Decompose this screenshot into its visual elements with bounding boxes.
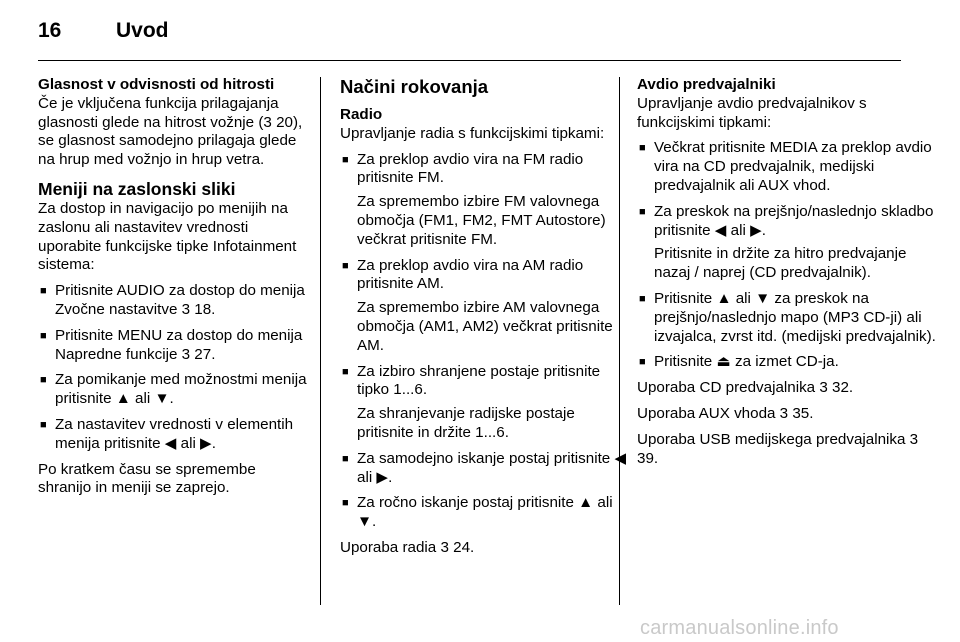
usb-player-ref: Uporaba USB medijskega predvajalnika 3 39.	[637, 430, 919, 467]
bullet-subtext: Za shranjevanje radijske postaje pritisnite in držite 1...6.	[357, 405, 575, 441]
list-item: ■ Pritisnite AUDIO za dostop do menija Zvočne nastavitve 3 18.	[38, 282, 308, 320]
aux-input-ref: Uporaba AUX vhoda 3 35.	[637, 404, 814, 422]
section-heading: Načini rokovanja	[340, 76, 489, 97]
bullet-text: Za preklop avdio vira na FM radio pritisnite FM.	[357, 150, 584, 187]
bullet-text: Za samodejno iskanje postaj pritisnite ◀ ali ▶.	[357, 449, 627, 486]
audio-players-heading: Avdio predvajalniki	[637, 76, 776, 93]
list-item	[340, 494, 627, 532]
menus-bullet-list	[38, 282, 308, 453]
watermark-text: carmanualsonline.info	[640, 617, 839, 639]
radio-intro: Upravljanje radia s funkcijskimi tipkami:	[340, 124, 605, 142]
list-item: ■ Za nastavitev vrednosti v elementih menija pritisnite ◀ ali ▶.	[38, 416, 308, 454]
list-item: ■ Za pomikanje med možnostmi menija pritisnite ▲ ali ▼.	[38, 371, 308, 409]
speed-volume-heading: Glasnost v odvisnosti od hitrosti	[38, 76, 275, 93]
radio-closing-ref: Uporaba radia 3 24.	[340, 538, 475, 556]
menus-intro: Za dostop in navigacijo po menijih na zaslonu ali nastavitev vrednosti uporabite funkcijske tipke Infotainment sistema:	[38, 199, 297, 274]
left-column	[38, 76, 308, 505]
right-column	[637, 76, 937, 475]
page-number: 16	[38, 19, 62, 42]
bullet-text: Za izbiro shranjene postaje pritisnite tipko 1...6.	[357, 362, 601, 399]
bullet-text: Pritisnite ⏏ za izmet CD-ja.	[654, 353, 839, 371]
header-rule	[38, 60, 901, 61]
bullet-text: Za preklop avdio vira na AM radio pritisnite AM.	[357, 256, 584, 293]
middle-column	[340, 76, 627, 565]
list-item: ■ Pritisnite MENU za dostop do menija Napredne funkcije 3 27.	[38, 327, 308, 365]
page-header	[0, 0, 960, 60]
radio-heading: Radio	[340, 106, 383, 123]
page-header-title: Uvod	[116, 19, 169, 42]
menus-closing-text: Po kratkem času se spremembe shranijo in meniji se zaprejo.	[38, 460, 256, 497]
column-divider-left	[320, 77, 321, 605]
list-item	[340, 257, 627, 356]
bullet-subtext: Za spremembo izbire AM valovnega območja (AM1, AM2) večkrat pritisnite AM.	[357, 299, 613, 354]
bullet-text: Pritisnite ▲ ali ▼ za preskok na prejšnjo/naslednjo mapo (MP3 CD-ji) ali izvajalca, zvrst itd. (medijski predvajalnik).	[654, 289, 936, 345]
menus-heading: Meniji na zaslonski sliki	[38, 178, 236, 199]
bullet-subtext: Pritisnite in držite za hitro predvajanje nazaj / naprej (CD predvajalnik).	[654, 245, 907, 282]
bullet-subtext: Za spremembo izbire FM valovnega območja (FM1, FM2, FMT Autostore) večkrat pritisnite FM.	[357, 193, 606, 248]
audio-bullet-list	[637, 139, 937, 372]
bullet-text: Za ročno iskanje postaj pritisnite ▲ ali ▼.	[357, 494, 613, 531]
list-item	[637, 203, 937, 283]
bullet-text: Večkrat pritisnite MEDIA za preklop avdio vira na CD predvajalnik, medijski predvajalnik ali AUX vhod.	[654, 139, 932, 194]
list-item	[340, 363, 627, 443]
list-item	[637, 290, 937, 346]
list-item	[637, 139, 937, 195]
list-item	[340, 151, 627, 250]
list-item	[340, 450, 627, 488]
radio-bullet-list	[340, 151, 627, 532]
bullet-text: Za preskok na prejšnjo/naslednjo skladbo pritisnite ◀ ali ▶.	[654, 202, 934, 239]
list-item	[637, 353, 937, 372]
cd-player-ref: Uporaba CD predvajalnika 3 32.	[637, 379, 854, 397]
speed-volume-text: Če je vključena funkcija prilagajanja glasnosti glede na hitrost vožnje (3 20), se glasnost samodejno prilagaja glede na hrup med vožnjo in hrup vetra.	[38, 94, 303, 169]
audio-players-intro: Upravljanje avdio predvajalnikov s funkcijskimi tipkami:	[637, 94, 867, 131]
